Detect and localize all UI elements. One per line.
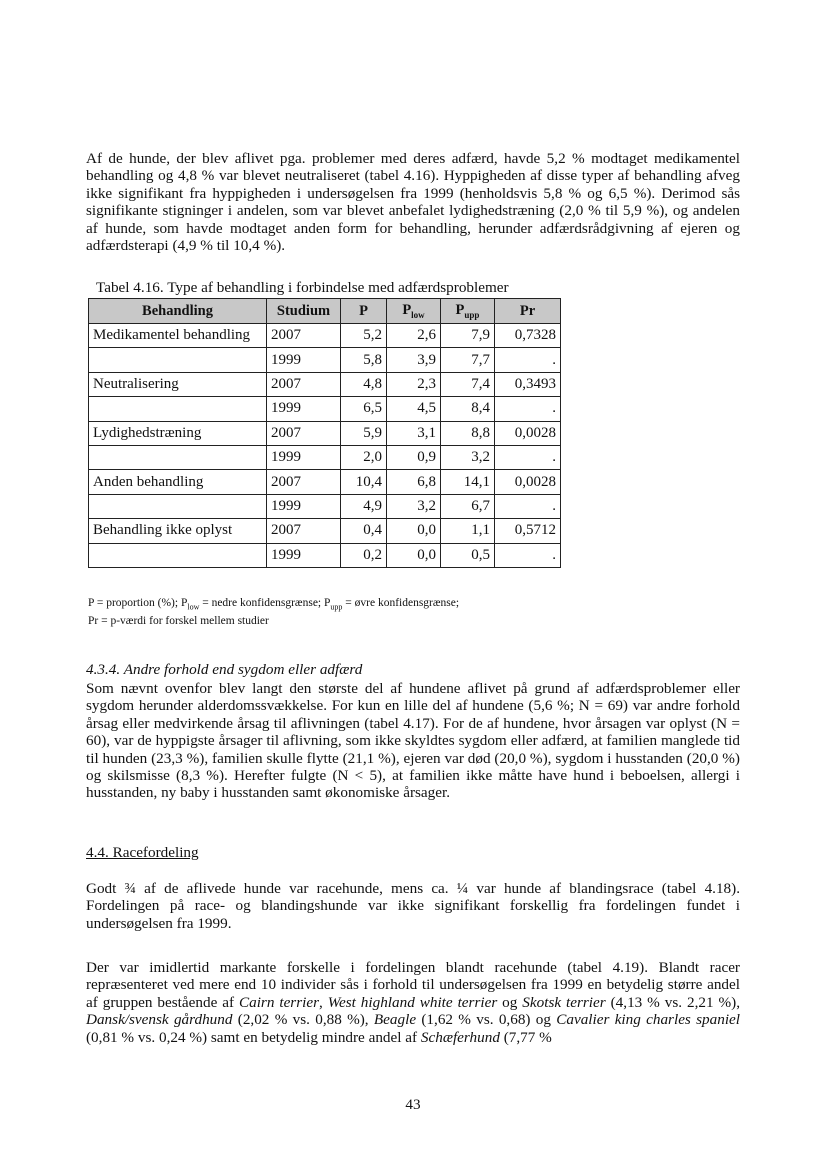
header-studium: Studium (267, 299, 341, 324)
table-row (89, 543, 561, 567)
cell-p: 0,4 (341, 519, 387, 543)
cell-p: 5,9 (341, 421, 387, 445)
cell-studium: 2007 (267, 519, 341, 543)
cell-p: 4,9 (341, 494, 387, 518)
cell-studium: 1999 (267, 494, 341, 518)
cell-studium: 1999 (267, 445, 341, 469)
cell-behandling: Anden behandling (89, 470, 267, 494)
cell-plow: 0,9 (387, 445, 441, 469)
cell-p: 5,8 (341, 348, 387, 372)
cell-studium: 1999 (267, 397, 341, 421)
table-row (89, 348, 561, 372)
cell-pr: 0,0028 (495, 421, 561, 445)
paragraph-andre-forhold: Som nævnt ovenfor blev langt den største del af hundene aflivet på grund af adfærdsproblemer eller sygdom herunder alderdomssvækkelse. For kun en lille del af hundene (5,6 %; N = 69) var andre forhold årsag eller medvirkende årsag til aflivningen (tabel 4.17). For de af hundene, hvor årsagen var oplyst (N = 60), var de hyppigste årsager til aflivning, som ikke skyldtes sygdom eller adfærd, at familien manglede tid til hunden (23,3 %), familien skulle flytte (21,1 %), ejeren var død (20,0 %), sygdom i husstanden (20,0 %) og skilsmisse (8,3 %). Herefter fulgte (N < 5), at familien ikke måtte have hund i beboelsen, allergi i husstanden, ny baby i husstanden samt økonomiske årsager. (86, 680, 740, 802)
cell-studium: 2007 (267, 324, 341, 348)
cell-plow: 3,1 (387, 421, 441, 445)
cell-plow: 0,0 (387, 519, 441, 543)
table-row (89, 324, 561, 348)
cell-behandling (89, 397, 267, 421)
cell-pr: 0,3493 (495, 372, 561, 396)
cell-p: 4,8 (341, 372, 387, 396)
cell-pupp: 14,1 (441, 470, 495, 494)
header-pupp: $P_{upp}$ (441, 299, 495, 324)
cell-pupp: 7,7 (441, 348, 495, 372)
cell-plow: 0,0 (387, 543, 441, 567)
table-row (89, 445, 561, 469)
cell-studium: 2007 (267, 470, 341, 494)
footnote-line-2: Pr = p-værdi for forskel mellem studier (88, 615, 269, 628)
cell-studium: 2007 (267, 372, 341, 396)
cell-plow: 4,5 (387, 397, 441, 421)
treatment-table (88, 298, 561, 568)
cell-pupp: 3,2 (441, 445, 495, 469)
cell-behandling (89, 445, 267, 469)
section-heading-4-4: 4.4. Racefordeling (86, 844, 199, 861)
table-caption: Tabel 4.16. Type af behandling i forbindelse med adfærdsproblemer (96, 279, 509, 296)
cell-behandling (89, 348, 267, 372)
cell-p: 2,0 (341, 445, 387, 469)
cell-pr: 0,0028 (495, 470, 561, 494)
cell-behandling (89, 494, 267, 518)
cell-pupp: 6,7 (441, 494, 495, 518)
header-pr: Pr (495, 299, 561, 324)
cell-studium: 2007 (267, 421, 341, 445)
table-footnote (88, 596, 568, 628)
table-row (89, 519, 561, 543)
cell-pr: . (495, 494, 561, 518)
cell-p: 6,5 (341, 397, 387, 421)
paragraph-racefordeling-2: Der var imidlertid markante forskelle i fordelingen blandt racehunde (tabel 4.19). Blandt racer repræsenteret ved mere end 10 individer sås i forhold til undersøgelsen fra 1999 en betydelig større andel af gruppen bestående af Cairn terrier, West highland white terrier og Skotsk terrier (4,13 % vs. 2,21 %), Dansk/svensk gårdhund (2,02 % vs. 0,88 %), Beagle (1,62 % vs. 0,68) og Cavalier king charles spaniel (0,81 % vs. 0,24 %) samt en betydelig mindre andel af Schæferhund (7,77 % (86, 959, 741, 1046)
cell-pupp: 8,8 (441, 421, 495, 445)
cell-pr: . (495, 543, 561, 567)
header-p: P (341, 299, 387, 324)
cell-pupp: 8,4 (441, 397, 495, 421)
cell-plow: 2,6 (387, 324, 441, 348)
cell-pupp: 7,4 (441, 372, 495, 396)
header-behandling: Behandling (89, 299, 267, 324)
table-header-row (89, 299, 561, 324)
cell-plow: 6,8 (387, 470, 441, 494)
cell-studium: 1999 (267, 348, 341, 372)
table-row (89, 470, 561, 494)
cell-pr: . (495, 445, 561, 469)
section-heading-4-3-4: 4.3.4. Andre forhold end sygdom eller adfærd (86, 661, 363, 678)
page-number: 43 (405, 1096, 421, 1113)
cell-plow: 2,3 (387, 372, 441, 396)
table-row (89, 494, 561, 518)
cell-plow: 3,9 (387, 348, 441, 372)
cell-behandling: Behandling ikke oplyst (89, 519, 267, 543)
cell-pupp: 7,9 (441, 324, 495, 348)
cell-pr: . (495, 348, 561, 372)
footnote-line-1: P = proportion (%); $P_{low}$ = nedre konfidensgrænse; $P_{upp}$ = øvre konfidensgrænse; (88, 597, 460, 612)
header-plow: $P_{low}$ (387, 299, 441, 324)
cell-behandling: Neutralisering (89, 372, 267, 396)
cell-pr: 0,5712 (495, 519, 561, 543)
cell-p: 5,2 (341, 324, 387, 348)
cell-pr: . (495, 397, 561, 421)
table-row (89, 421, 561, 445)
cell-behandling (89, 543, 267, 567)
cell-behandling: Medikamentel behandling (89, 324, 267, 348)
cell-pupp: 1,1 (441, 519, 495, 543)
cell-pr: 0,7328 (495, 324, 561, 348)
table-row (89, 372, 561, 396)
cell-behandling: Lydighedstræning (89, 421, 267, 445)
cell-p: 0,2 (341, 543, 387, 567)
table-row (89, 397, 561, 421)
cell-p: 10,4 (341, 470, 387, 494)
paragraph-racefordeling-1: Godt ¾ af de aflivede hunde var racehunde, mens ca. ¼ var hunde af blandingsrace (tabel 4.18). Fordelingen på race- og blandingshunde var ikke signifikant forskellig fra fordelingen fundet i undersøgelsen fra 1999. (86, 880, 740, 932)
cell-studium: 1999 (267, 543, 341, 567)
cell-plow: 3,2 (387, 494, 441, 518)
paragraph-behandling: Af de hunde, der blev aflivet pga. problemer med deres adfærd, havde 5,2 % modtaget medikamentel behandling og 4,8 % var blevet neutraliseret (tabel 4.16). Hyppigheden af disse typer af behandling afveg ikke signifikant fra hyppigheden i undersøgelsen fra 1999 (henholdsvis 5,8 % og 6,5 %). Derimod sås signifikante stigninger i andelen, som var blevet anbefalet lydighedstræning (2,0 % til 5,9 %), og andelen af hunde, som havde modtaget anden form for behandling, herunder adfærdsrådgivning af ejeren og adfærdsterapi (4,9 % til 10,4 %). (86, 150, 740, 255)
cell-pupp: 0,5 (441, 543, 495, 567)
